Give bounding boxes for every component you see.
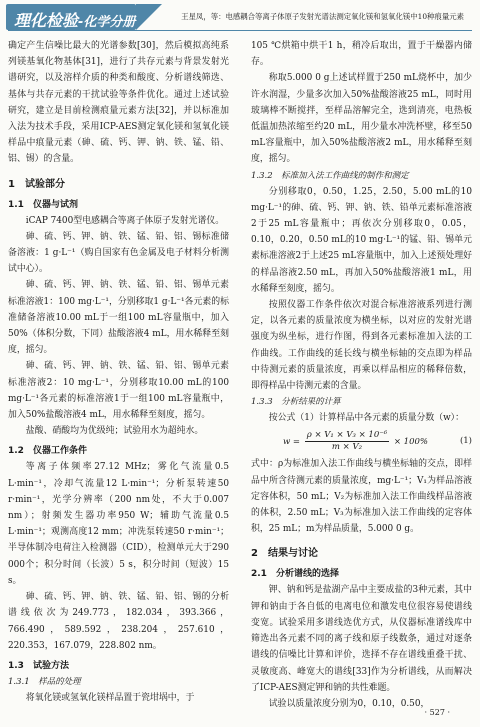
running-head: 王星凤，等：电感耦合等离子体原子发射光谱法测定氧化镁和氢氧化镁中10种痕量元素 xyxy=(181,12,464,21)
page-header xyxy=(0,0,480,34)
paragraph: 分别移取0，0.50，1.25，2.50，5.00 mL的10 mg·L⁻¹的砷、硫、钙、钾、钠、铁、铅单元素标准溶液2于25 mL容量瓶中；再依次分别移取0，0.05，0.10，0.20，0.50 mL的10 mg·L⁻¹的锰、铅、锡单元素标准溶液2于上述25 mL容量瓶中，加入上述预处理好的样品溶液2.50 mL，再加入50%盐酸溶液1 mL，用水稀释至刻度，摇匀。 xyxy=(251,186,472,294)
paragraph: 砷、硫、钙、钾、钠、铁、锰、铅、铝、锡标准储备溶液：1 g·L⁻¹（购自国家有色金属及电子材料分析测试中心）。 xyxy=(8,231,229,275)
paragraph: 盐酸、硝酸均为优级纯；试验用水为超纯水。 xyxy=(25,426,204,437)
equation-lhs: w = xyxy=(282,436,301,447)
equation-denominator: m × V₂ xyxy=(331,441,363,452)
paragraph: 钾、钠和钙是盐湖产品中主要成盐的3种元素，其中钾和钠由于各自低的电离电位和激发电位很容易使谱线变宽。试验采用多谱线选优方式，从仪器标准谱线库中筛选出各元素不同的离子线和原子线数条，通过对逐条谱线的信噪比计算和评价，选择不存在谱线重叠干扰、灵敏度高、峰宽大的谱线[33]作为分析谱线，从而解决了ICP-AES测定钾和钠的共性难题。 xyxy=(251,585,472,693)
paragraph: 砷、硫、钙、钾、钠、铁、锰、铅、铝、锡的分析谱线依次为249.773，182.034，393.366，766.490，589.592，238.204，257.610，220.353，167.079，228.802 nm。 xyxy=(8,592,229,651)
equation-number: (1) xyxy=(459,436,472,447)
equation xyxy=(251,426,472,456)
right-column xyxy=(251,38,472,712)
subsection-heading: 1.3 试验方法 xyxy=(8,660,69,671)
paragraph: 试验以质量浓度分别为0，0.10，0.50， xyxy=(268,698,430,709)
paragraph: 等离子体频率27.12 MHz；雾化气流量0.5 L·min⁻¹，冷却气流量12 L·min⁻¹；分析泵转速50 r·min⁻¹，光学分辨率（200 nm处，不大于0.007 nm）；射频发生器功率950 W；辅助气流量0.5 L·min⁻¹；观测高度12 mm；冲洗泵转速50 r·min⁻¹；半导体制冷电荷注入检测器（CID），检测单元大于290 000个；积分时间（长波）5 s，积分时间（短波）15 s。 xyxy=(8,462,229,586)
paragraph: 按照仪器工作条件依次对混合标准溶液系列进行测定，以各元素的质量浓度为横坐标，以对应的发射光谱强度为纵坐标，进行作图，得到各元素标准加入法的工作曲线。工作曲线的延长线与横坐标轴的交点即为样品中待测元素的质量浓度，再乘以样品相应的稀释倍数，即得样品中待测元素的含量。 xyxy=(251,300,472,392)
paragraph: 称取5.000 0 g上述试样置于250 mL烧杯中，加少许水润湿，少量多次加入50%盐酸溶液25 mL，同时用玻璃棒不断搅拌，至样品溶解完全，选到清亮，电热板低温加热浓缩至约20 mL，用少量水冲洗杯壁，移至50 mL容量瓶中，加入50%盐酸溶液2 mL，用水稀释至刻度，摇匀。 xyxy=(251,73,472,165)
subsubsection-heading: 1.3.1 样品的处理 xyxy=(8,676,81,687)
paragraph: 确定产生信噪比最大的光谱参数[30]，然后模拟高纯系列镁基氧化物基体[31]，进行了共存元素与背景发射光谱研究，以及溶样介质的种类和酸度、分析谱线筛选、基体与共存元素的干扰试验等条件优化。通过上述试验研究，建立是目前检测痕量元素方法[32]，并以标准加入法为技术手段，采用ICP-AES测定氧化镁和氢氧化镁样品中痕量元素（砷、硫、钙、钾、钠、铁、锰、铅、铝、锡）的含量。 xyxy=(8,41,229,165)
paragraph: iCAP 7400型电感耦合等离子体原子发射光谱仪。 xyxy=(25,215,225,226)
left-column xyxy=(8,38,229,706)
subsection-heading: 1.1 仪器与试剂 xyxy=(8,199,78,210)
header-rule xyxy=(8,30,472,31)
page-number: · 527 · xyxy=(424,708,450,717)
subsection-heading: 1.2 仪器工作条件 xyxy=(8,446,87,457)
paragraph: 式中：ρ为标准加入法工作曲线与横坐标轴的交点，即样品中所含待测元素的质量浓度，mg·L⁻¹；V₁为样品溶液定容体积，50 mL；V₂为标准加入法工作曲线样品溶液的体积，2.50 mL；V₃为标准加入法工作曲线的定容体积，25 mL；m为样品质量，5.000 0 g。 xyxy=(251,459,472,535)
paragraph: 105 ℃烘箱中烘干1 h，稍冷后取出，置于干燥器内储存。 xyxy=(251,41,472,68)
paragraph: 砷、硫、钙、钾、钠、铁、锰、铅、铝、锡单元素标准溶液2：10 mg·L⁻¹，分别移取10.00 mL的100 mg·L⁻¹各元素的标准溶液1于一组100 mL容量瓶中，加入50%盐酸溶液4 mL，用水稀释至刻度，摇匀。 xyxy=(8,361,229,421)
paragraph: 将氧化镁或氢氧化镁样品置于瓷坩埚中，于 xyxy=(25,692,195,703)
section-heading: 2 结果与讨论 xyxy=(251,548,318,560)
paragraph: 砷、硫、钙、钾、钠、铁、锰、铅、铝、锡单元素标准溶液1：100 mg·L⁻¹，分别移取1 g·L⁻¹各元素的标准储备溶液10.00 mL于一组100 mL容量瓶中，加入50%（体积分数，下同）盐酸溶液4 mL，用水稀释至刻度，摇匀。 xyxy=(8,280,229,356)
journal-title: 理化检验-化学分册 xyxy=(14,11,136,30)
equation-numerator: ρ × V₁ × V₃ × 10⁻⁶ xyxy=(306,429,388,440)
paragraph: 按公式（1）计算样品中各元素的质量分数（w）： xyxy=(268,413,464,424)
subsubsection-heading: 1.3.3 分析结果的计算 xyxy=(251,397,341,408)
equation-tail: × 100% xyxy=(393,436,428,447)
equation-body xyxy=(251,430,460,453)
equation-fraction xyxy=(305,430,389,453)
section-heading: 1 试验部分 xyxy=(8,178,65,190)
subsection-heading: 2.1 分析谱线的选择 xyxy=(251,569,339,580)
subsubsection-heading: 1.3.2 标准加入法工作曲线的制作和测定 xyxy=(251,170,409,181)
